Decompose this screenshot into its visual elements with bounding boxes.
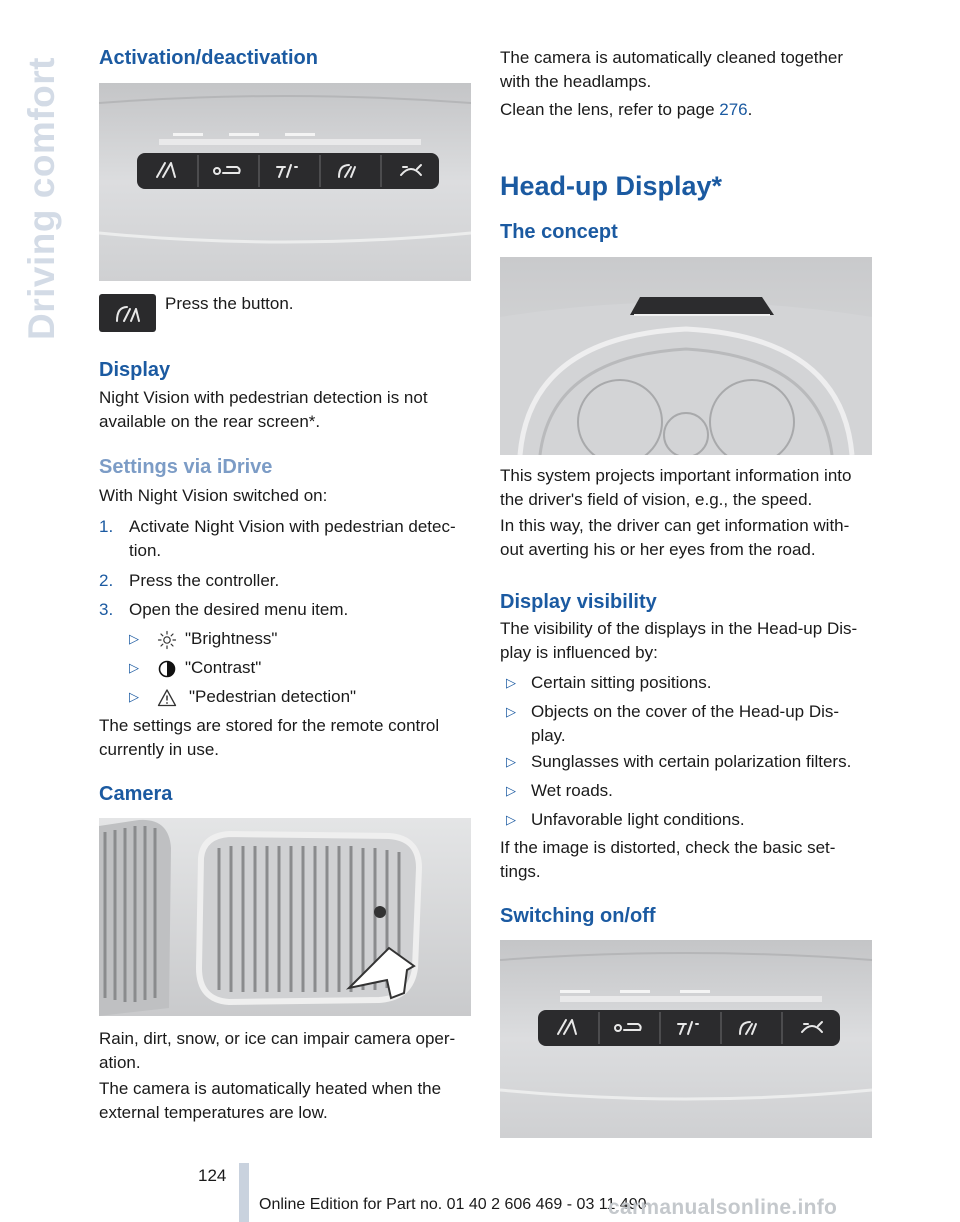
step-number: 1. [99,517,114,536]
menu-item-brightness: ▷ "Brightness" [129,627,471,651]
contrast-icon [157,659,177,679]
button-panel-figure [99,83,471,281]
camera-clean-text: The camera is automatically cleaned together with the headlamps. [500,48,844,91]
step-number: 3. [99,600,114,619]
visibility-item: ▷ Unfavorable light conditions. [500,808,872,832]
menu-item-text: "Pedestrian detection" [189,687,357,706]
visibility-item: ▷ Wet roads. [500,779,872,803]
sun-icon [157,630,177,650]
switching-heading: Switching on/off [500,905,656,927]
side-tab [22,40,62,340]
menu-item-pedestrian-detection: ▷ "Pedestrian detection" [129,685,471,709]
visibility-item: ▷ Certain sitting positions. [500,671,872,695]
menu-item-contrast: ▷ "Contrast" [129,656,471,680]
activation-heading: Activation/deactivation [99,47,318,69]
switching-button-panel-figure [500,940,872,1138]
clean-lens-suffix: . [747,100,753,119]
visibility-item-text: Certain sitting positions. [531,673,712,692]
visibility-intro: The visibility of the displays in the Head-up Dis- play is influenced by: [500,619,858,662]
visibility-item-text: Objects on the cover of the Head-up Dis- play. [531,702,840,745]
button-panel-illustration [99,83,471,281]
display-heading: Display [99,359,171,381]
kidney-grille-illustration [99,818,471,1016]
footer-bar [239,1163,249,1222]
camera-grille-figure [99,818,471,1016]
edition-text: Online Edition for Part no. 01 40 2 606 469 - 03 11 490 [259,1196,647,1213]
step-text: Press the controller. [129,571,280,590]
visibility-item-text: Wet roads. [531,781,613,800]
camera-text-2: The camera is automatically heated when the external temperatures are low. [99,1079,442,1122]
page-reference-link[interactable]: 276 [719,100,748,119]
step-text: Open the desired menu item. [129,600,349,619]
step-3 [99,598,471,622]
settings-heading: Settings via iDrive [99,456,273,478]
clean-lens-text [500,98,872,122]
step-number: 2. [99,571,114,590]
visibility-item: ▷ Sunglasses with certain polarization filters. [500,750,872,774]
step-2 [99,569,471,593]
step-1 [99,515,471,563]
visibility-heading: Display visibility [500,591,657,613]
concept-text-1: This system projects important information into the driver's field of vision, e.g., the speed. [500,466,852,509]
visibility-item-text: Sunglasses with certain polarization filters. [531,752,852,771]
menu-item-text: "Brightness" [185,629,278,648]
concept-heading: The concept [500,221,618,243]
clean-lens-prefix: Clean the lens, refer to page [500,100,720,119]
hud-dashboard-figure [500,257,872,455]
press-button-text: Press the button. [165,294,294,313]
display-text: Night Vision with pedestrian detection is not available on the rear screen*. [99,388,428,431]
settings-stored-text: The settings are stored for the remote control currently in use. [99,716,440,759]
step-text: Activate Night Vision with pedestrian detec- tion. [129,517,456,560]
hud-heading: Head-up Display* [500,171,723,201]
camera-text-1: Rain, dirt, snow, or ice can impair camera oper- ation. [99,1029,456,1072]
menu-item-text: "Contrast" [185,658,262,677]
distorted-text: If the image is distorted, check the basic set- tings. [500,838,836,881]
concept-text-2: In this way, the driver can get information with- out averting his or her eyes from the road. [500,516,850,559]
watermark: carmanualsonline.info [608,1196,838,1219]
camera-heading: Camera [99,783,173,805]
side-tab-label: Driving comfort [21,57,62,340]
visibility-item: ▷ Objects on the cover of the Head-up Dis- play. [500,700,872,748]
warning-triangle-icon [157,688,177,708]
night-vision-button-icon [99,294,156,332]
button-panel-illustration [500,940,872,1138]
page-number: 124 [198,1166,227,1185]
settings-intro: With Night Vision switched on: [99,486,328,505]
dashboard-illustration [500,257,872,455]
visibility-item-text: Unfavorable light conditions. [531,810,745,829]
